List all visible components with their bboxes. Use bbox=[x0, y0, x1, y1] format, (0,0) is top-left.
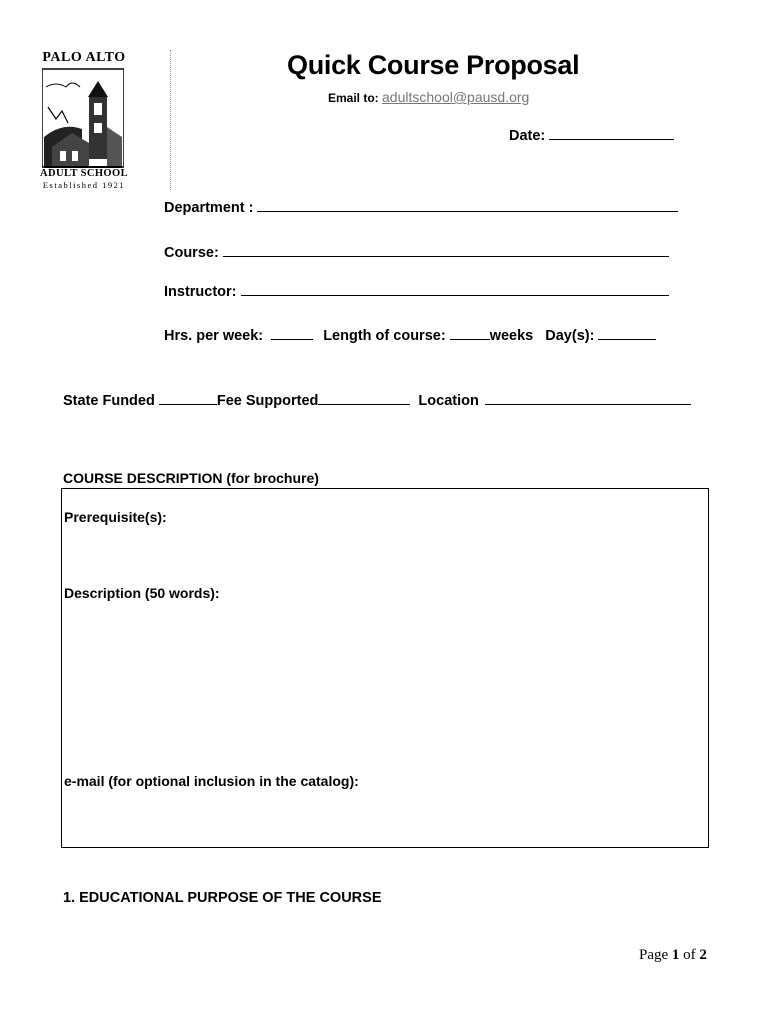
email-row bbox=[328, 89, 529, 105]
instructor-field bbox=[164, 282, 669, 300]
length-label: Length of course: bbox=[323, 328, 446, 344]
catalog-email-label: e-mail (for optional inclusion in the catalog): bbox=[64, 773, 359, 789]
page-word: Page bbox=[639, 947, 669, 963]
page-number bbox=[639, 947, 707, 964]
page-total: 2 bbox=[699, 947, 707, 963]
schedule-row bbox=[164, 326, 656, 344]
state-funded-label: State Funded bbox=[63, 393, 155, 409]
state-funded-input-line[interactable] bbox=[159, 391, 217, 405]
date-label: Date: bbox=[509, 128, 546, 144]
page-current: 1 bbox=[671, 947, 680, 963]
date-input-line[interactable] bbox=[549, 126, 674, 140]
hours-label: Hrs. per week: bbox=[164, 328, 264, 344]
course-label: Course: bbox=[164, 245, 219, 261]
department-label: Department : bbox=[164, 200, 254, 216]
bell-tower-icon bbox=[42, 67, 124, 179]
page-title: Quick Course Proposal bbox=[287, 50, 580, 80]
hours-input-line[interactable] bbox=[271, 326, 313, 340]
prerequisites-label: Prerequisite(s): bbox=[64, 509, 167, 525]
days-label: Day(s): bbox=[545, 328, 595, 344]
fee-supported-input-line[interactable] bbox=[318, 391, 410, 405]
days-input-line[interactable] bbox=[598, 326, 656, 340]
length-input-line[interactable] bbox=[450, 326, 490, 340]
date-field bbox=[509, 126, 674, 144]
instructor-input-line[interactable] bbox=[241, 282, 669, 296]
school-logo bbox=[40, 50, 128, 190]
page-of: of bbox=[683, 947, 696, 963]
course-field bbox=[164, 243, 669, 261]
course-description-heading: COURSE DESCRIPTION (for brochure) bbox=[63, 470, 319, 486]
email-link[interactable]: adultschool@pausd.org bbox=[382, 89, 530, 105]
instructor-label: Instructor: bbox=[164, 284, 237, 300]
logo-divider bbox=[170, 50, 172, 190]
department-field bbox=[164, 198, 678, 216]
funding-row bbox=[63, 391, 691, 409]
course-input-line[interactable] bbox=[223, 243, 669, 257]
location-input-line[interactable] bbox=[485, 391, 691, 405]
section-1-heading: 1. EDUCATIONAL PURPOSE OF THE COURSE bbox=[63, 890, 382, 906]
logo-bottom-text: ADULT SCHOOL bbox=[40, 168, 128, 179]
description-label: Description (50 words): bbox=[64, 585, 220, 601]
course-description-box[interactable] bbox=[61, 488, 709, 848]
logo-top-text: PALO ALTO bbox=[42, 50, 126, 65]
weeks-label: weeks bbox=[489, 328, 534, 344]
logo-established-text: Established 1921 bbox=[42, 180, 126, 190]
email-label: Email to: bbox=[328, 91, 379, 105]
location-label: Location bbox=[418, 393, 479, 409]
fee-supported-label: Fee Supported bbox=[216, 393, 319, 409]
department-input-line[interactable] bbox=[257, 198, 678, 212]
